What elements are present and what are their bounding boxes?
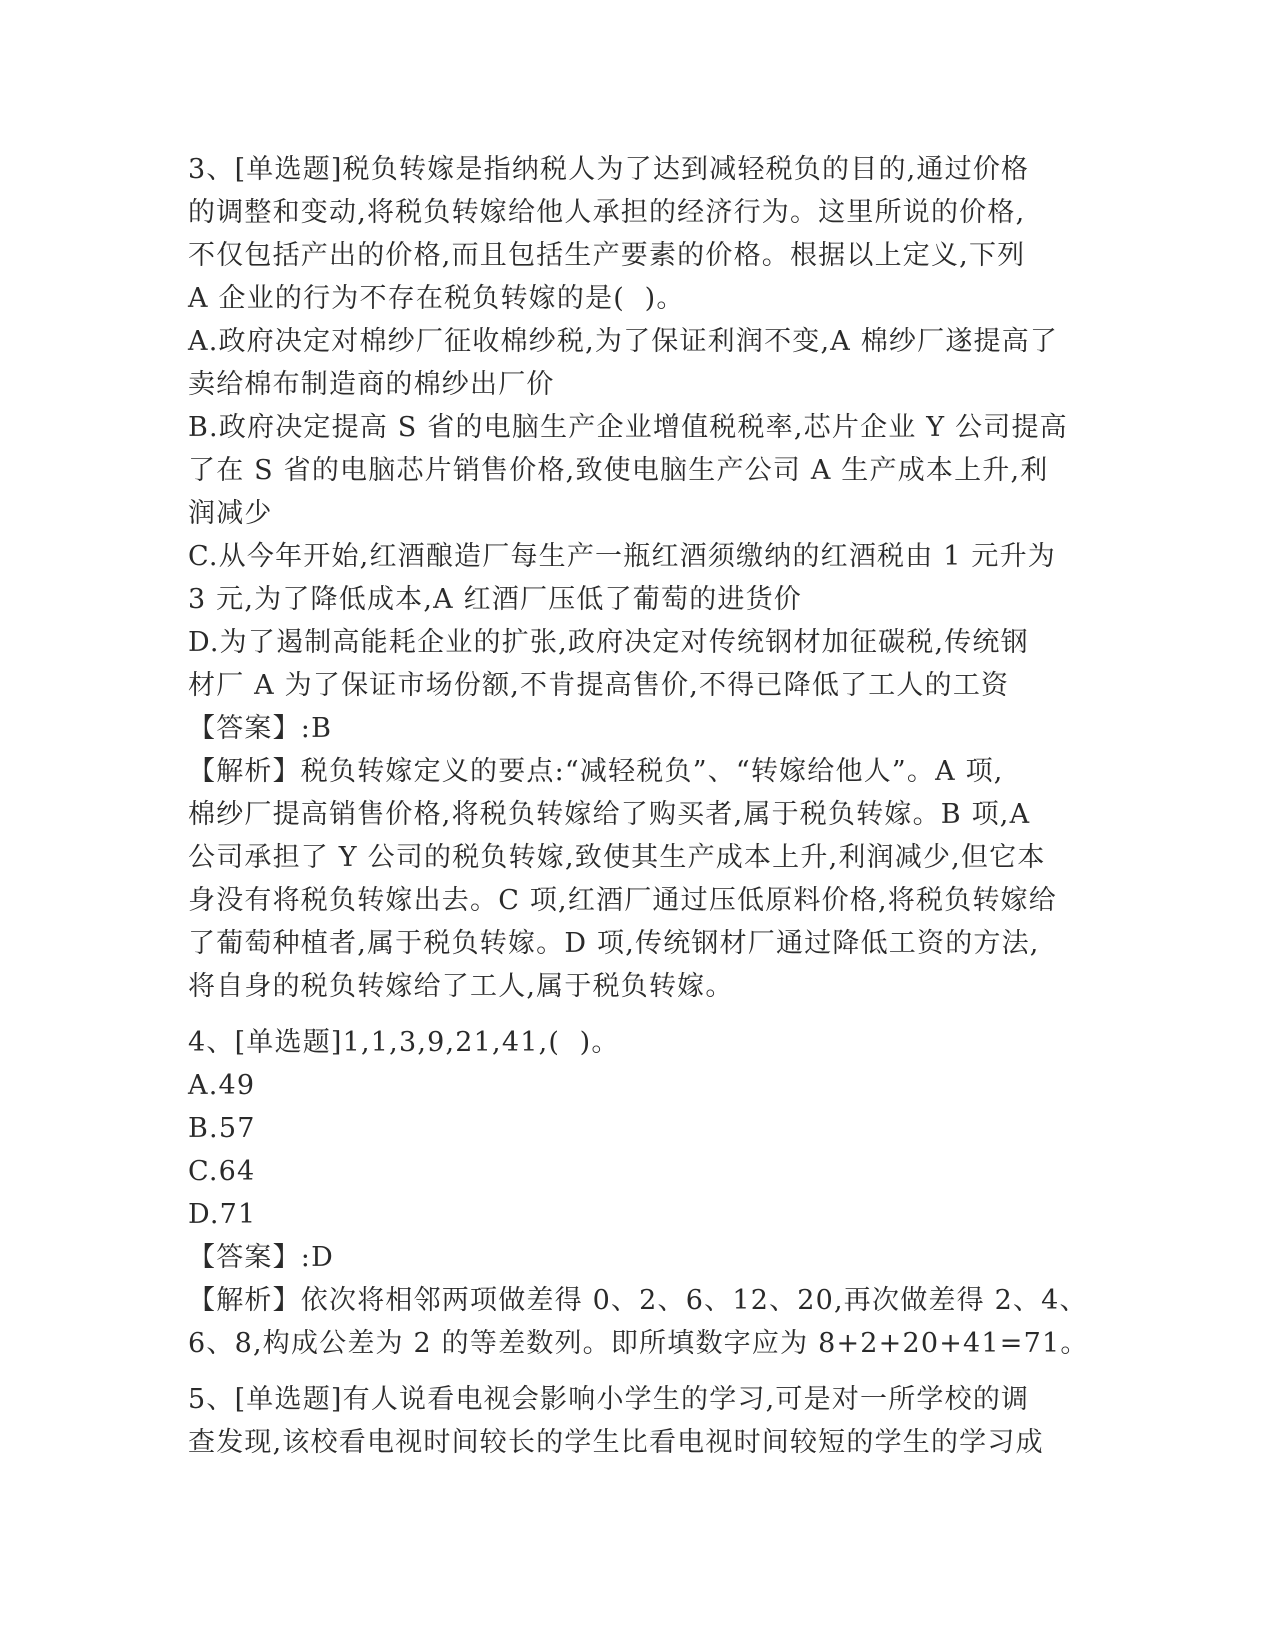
question-3-analysis: 公司承担了 Y 公司的税负转嫁,致使其生产成本上升,利润减少,但它本 — [188, 842, 1046, 873]
document-body — [188, 148, 1088, 1464]
question-4-option-c: C.64 — [188, 1156, 256, 1187]
question-3-option-a: A.政府决定对棉纱厂征收棉纱税,为了保证利润不变,A 棉纱厂遂提高了 — [188, 326, 1059, 357]
question-4-stem: 4、[单选题]1,1,3,9,21,41,( )。 — [188, 1027, 620, 1058]
question-4-option-a: A.49 — [188, 1070, 256, 1101]
question-3-analysis: 【解析】税负转嫁定义的要点:“减轻税负”、“转嫁给他人”。A 项, — [188, 756, 1004, 787]
question-3-line: 不仅包括产出的价格,而且包括生产要素的价格。根据以上定义,下列 — [188, 240, 1026, 271]
question-spacer — [188, 1365, 1088, 1378]
question-3-analysis: 棉纱厂提高销售价格,将税负转嫁给了购买者,属于税负转嫁。B 项,A — [188, 799, 1031, 830]
question-3-line: A 企业的行为不存在税负转嫁的是( )。 — [188, 283, 685, 314]
question-3-analysis: 将自身的税负转嫁给了工人,属于税负转嫁。 — [188, 971, 734, 1002]
question-3-analysis: 身没有将税负转嫁出去。C 项,红酒厂通过压低原料价格,将税负转嫁给 — [188, 885, 1058, 916]
question-4 — [188, 1021, 1088, 1365]
question-4-answer: 【答案】:D — [188, 1242, 334, 1273]
question-3 — [188, 148, 1088, 1008]
question-3-option-d: D.为了遏制高能耗企业的扩张,政府决定对传统钢材加征碳税,传统钢 — [188, 627, 1029, 658]
question-5-stem: 5、[单选题]有人说看电视会影响小学生的学习,可是对一所学校的调 — [188, 1384, 1030, 1415]
question-3-option-a: 卖给棉布制造商的棉纱出厂价 — [188, 369, 555, 400]
question-spacer — [188, 1008, 1088, 1021]
question-3-line: 的调整和变动,将税负转嫁给他人承担的经济行为。这里所说的价格, — [188, 197, 1026, 228]
question-4-analysis: 6、8,构成公差为 2 的等差数列。即所填数字应为 8+2+20+41=71。 — [188, 1328, 1089, 1359]
question-3-option-c: C.从今年开始,红酒酿造厂每生产一瓶红酒须缴纳的红酒税由 1 元升为 — [188, 541, 1057, 572]
question-5 — [188, 1378, 1088, 1464]
question-3-option-b: 了在 S 省的电脑芯片销售价格,致使电脑生产公司 A 生产成本上升,利 — [188, 455, 1049, 486]
question-3-option-d: 材厂 A 为了保证市场份额,不肯提高售价,不得已降低了工人的工资 — [188, 670, 1010, 701]
question-3-line: 3、[单选题]税负转嫁是指纳税人为了达到减轻税负的目的,通过价格 — [188, 154, 1030, 185]
question-3-option-c: 3 元,为了降低成本,A 红酒厂压低了葡萄的进货价 — [188, 584, 803, 615]
question-4-option-b: B.57 — [188, 1113, 256, 1144]
question-5-stem: 查发现,该校看电视时间较长的学生比看电视时间较短的学生的学习成 — [188, 1427, 1044, 1458]
question-3-option-b: 润减少 — [188, 498, 273, 529]
question-3-option-b: B.政府决定提高 S 省的电脑生产企业增值税税率,芯片企业 Y 公司提高 — [188, 412, 1068, 443]
question-3-answer: 【答案】:B — [188, 713, 333, 744]
question-3-analysis: 了葡萄种植者,属于税负转嫁。D 项,传统钢材厂通过降低工资的方法, — [188, 928, 1040, 959]
question-4-option-d: D.71 — [188, 1199, 257, 1230]
question-4-analysis: 【解析】依次将相邻两项做差得 0、2、6、12、20,再次做差得 2、4、 — [188, 1285, 1088, 1316]
